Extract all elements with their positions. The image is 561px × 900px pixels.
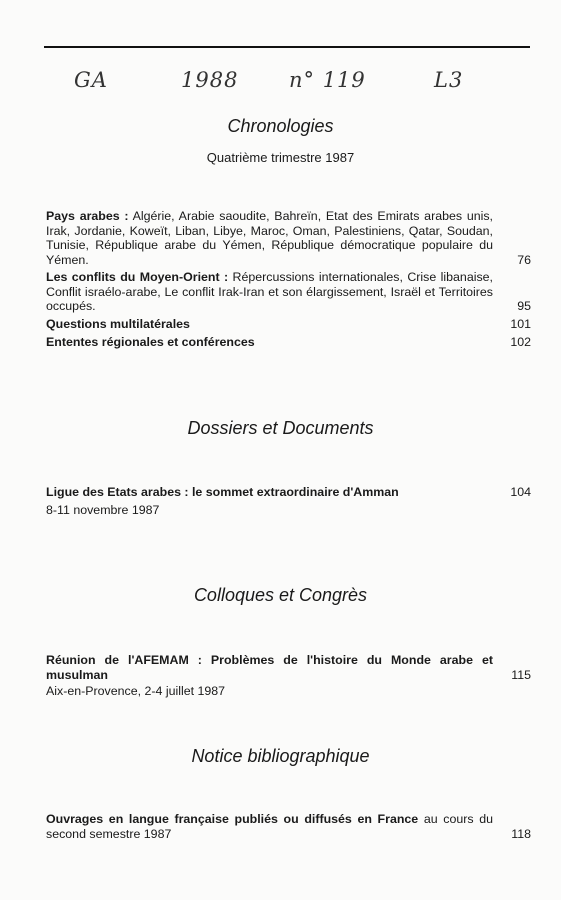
handwritten-annotation-l3: L3 <box>434 68 464 92</box>
section-title-notice: Notice bibliographique <box>191 746 370 766</box>
page-number: 95 <box>517 299 531 314</box>
section-title-chronologies: Chronologies <box>227 116 334 136</box>
toc-entry-afemam <box>46 653 531 682</box>
section-subtitle-chronologies: Quatrième trimestre 1987 <box>206 150 355 165</box>
top-rule <box>44 46 530 48</box>
toc-entry-questions <box>46 317 531 332</box>
entry-heading: Questions multilatérales <box>46 317 190 331</box>
toc-entry-ententes <box>46 335 531 350</box>
entry-date: 8-11 novembre 1987 <box>46 503 160 517</box>
entry-text: au cours du second semestre 1987 <box>46 812 493 841</box>
toc-entry-conflits <box>46 270 531 314</box>
handwritten-annotation-issue: n° 119 <box>289 68 366 92</box>
section-title-dossiers: Dossiers et Documents <box>187 418 374 438</box>
page-number: 104 <box>510 485 531 499</box>
toc-entry-ligue <box>46 485 531 500</box>
entry-heading: Ententes régionales et conférences <box>46 335 255 349</box>
entry-heading: Les conflits du Moyen-Orient : <box>46 270 229 284</box>
entry-text: Répercussions internationales, Crise libanaise, Conflit israélo-arabe, Le conflit Irak-Iran et son élargissement, Israël et Territoires occupés. <box>46 270 493 314</box>
page-number: 115 <box>511 667 531 682</box>
page-number: 102 <box>510 335 531 349</box>
handwritten-annotation-ga: GA <box>74 68 108 92</box>
entry-heading: Ligue des Etats arabes : le sommet extraordinaire d'Amman <box>46 485 399 499</box>
handwritten-annotation-year: 1988 <box>181 68 239 92</box>
toc-entry-pays-arabes <box>46 209 531 268</box>
page-number: 101 <box>510 317 531 331</box>
page-number: 118 <box>511 826 531 841</box>
entry-heading: Pays arabes : <box>46 209 129 223</box>
page-number: 76 <box>517 253 531 268</box>
entry-text: Algérie, Arabie saoudite, Bahreïn, Etat des Emirats arabes unis, Irak, Jordanie, Koweït, Liban, Libye, Maroc, Oman, Palestiniens, Qatar, Soudan, Tunisie, République arabe du Yémen, République démocratique populaire du Yémen. <box>46 209 493 268</box>
entry-heading: Ouvrages en langue française publiés ou diffusés en France <box>46 812 419 826</box>
entry-heading: Réunion de l'AFEMAM : Problèmes de l'histoire du Monde arabe et musulman <box>46 653 493 682</box>
toc-entry-ouvrages <box>46 812 531 841</box>
section-title-colloques: Colloques et Congrès <box>193 585 368 605</box>
entry-date: Aix-en-Provence, 2-4 juillet 1987 <box>46 684 226 698</box>
